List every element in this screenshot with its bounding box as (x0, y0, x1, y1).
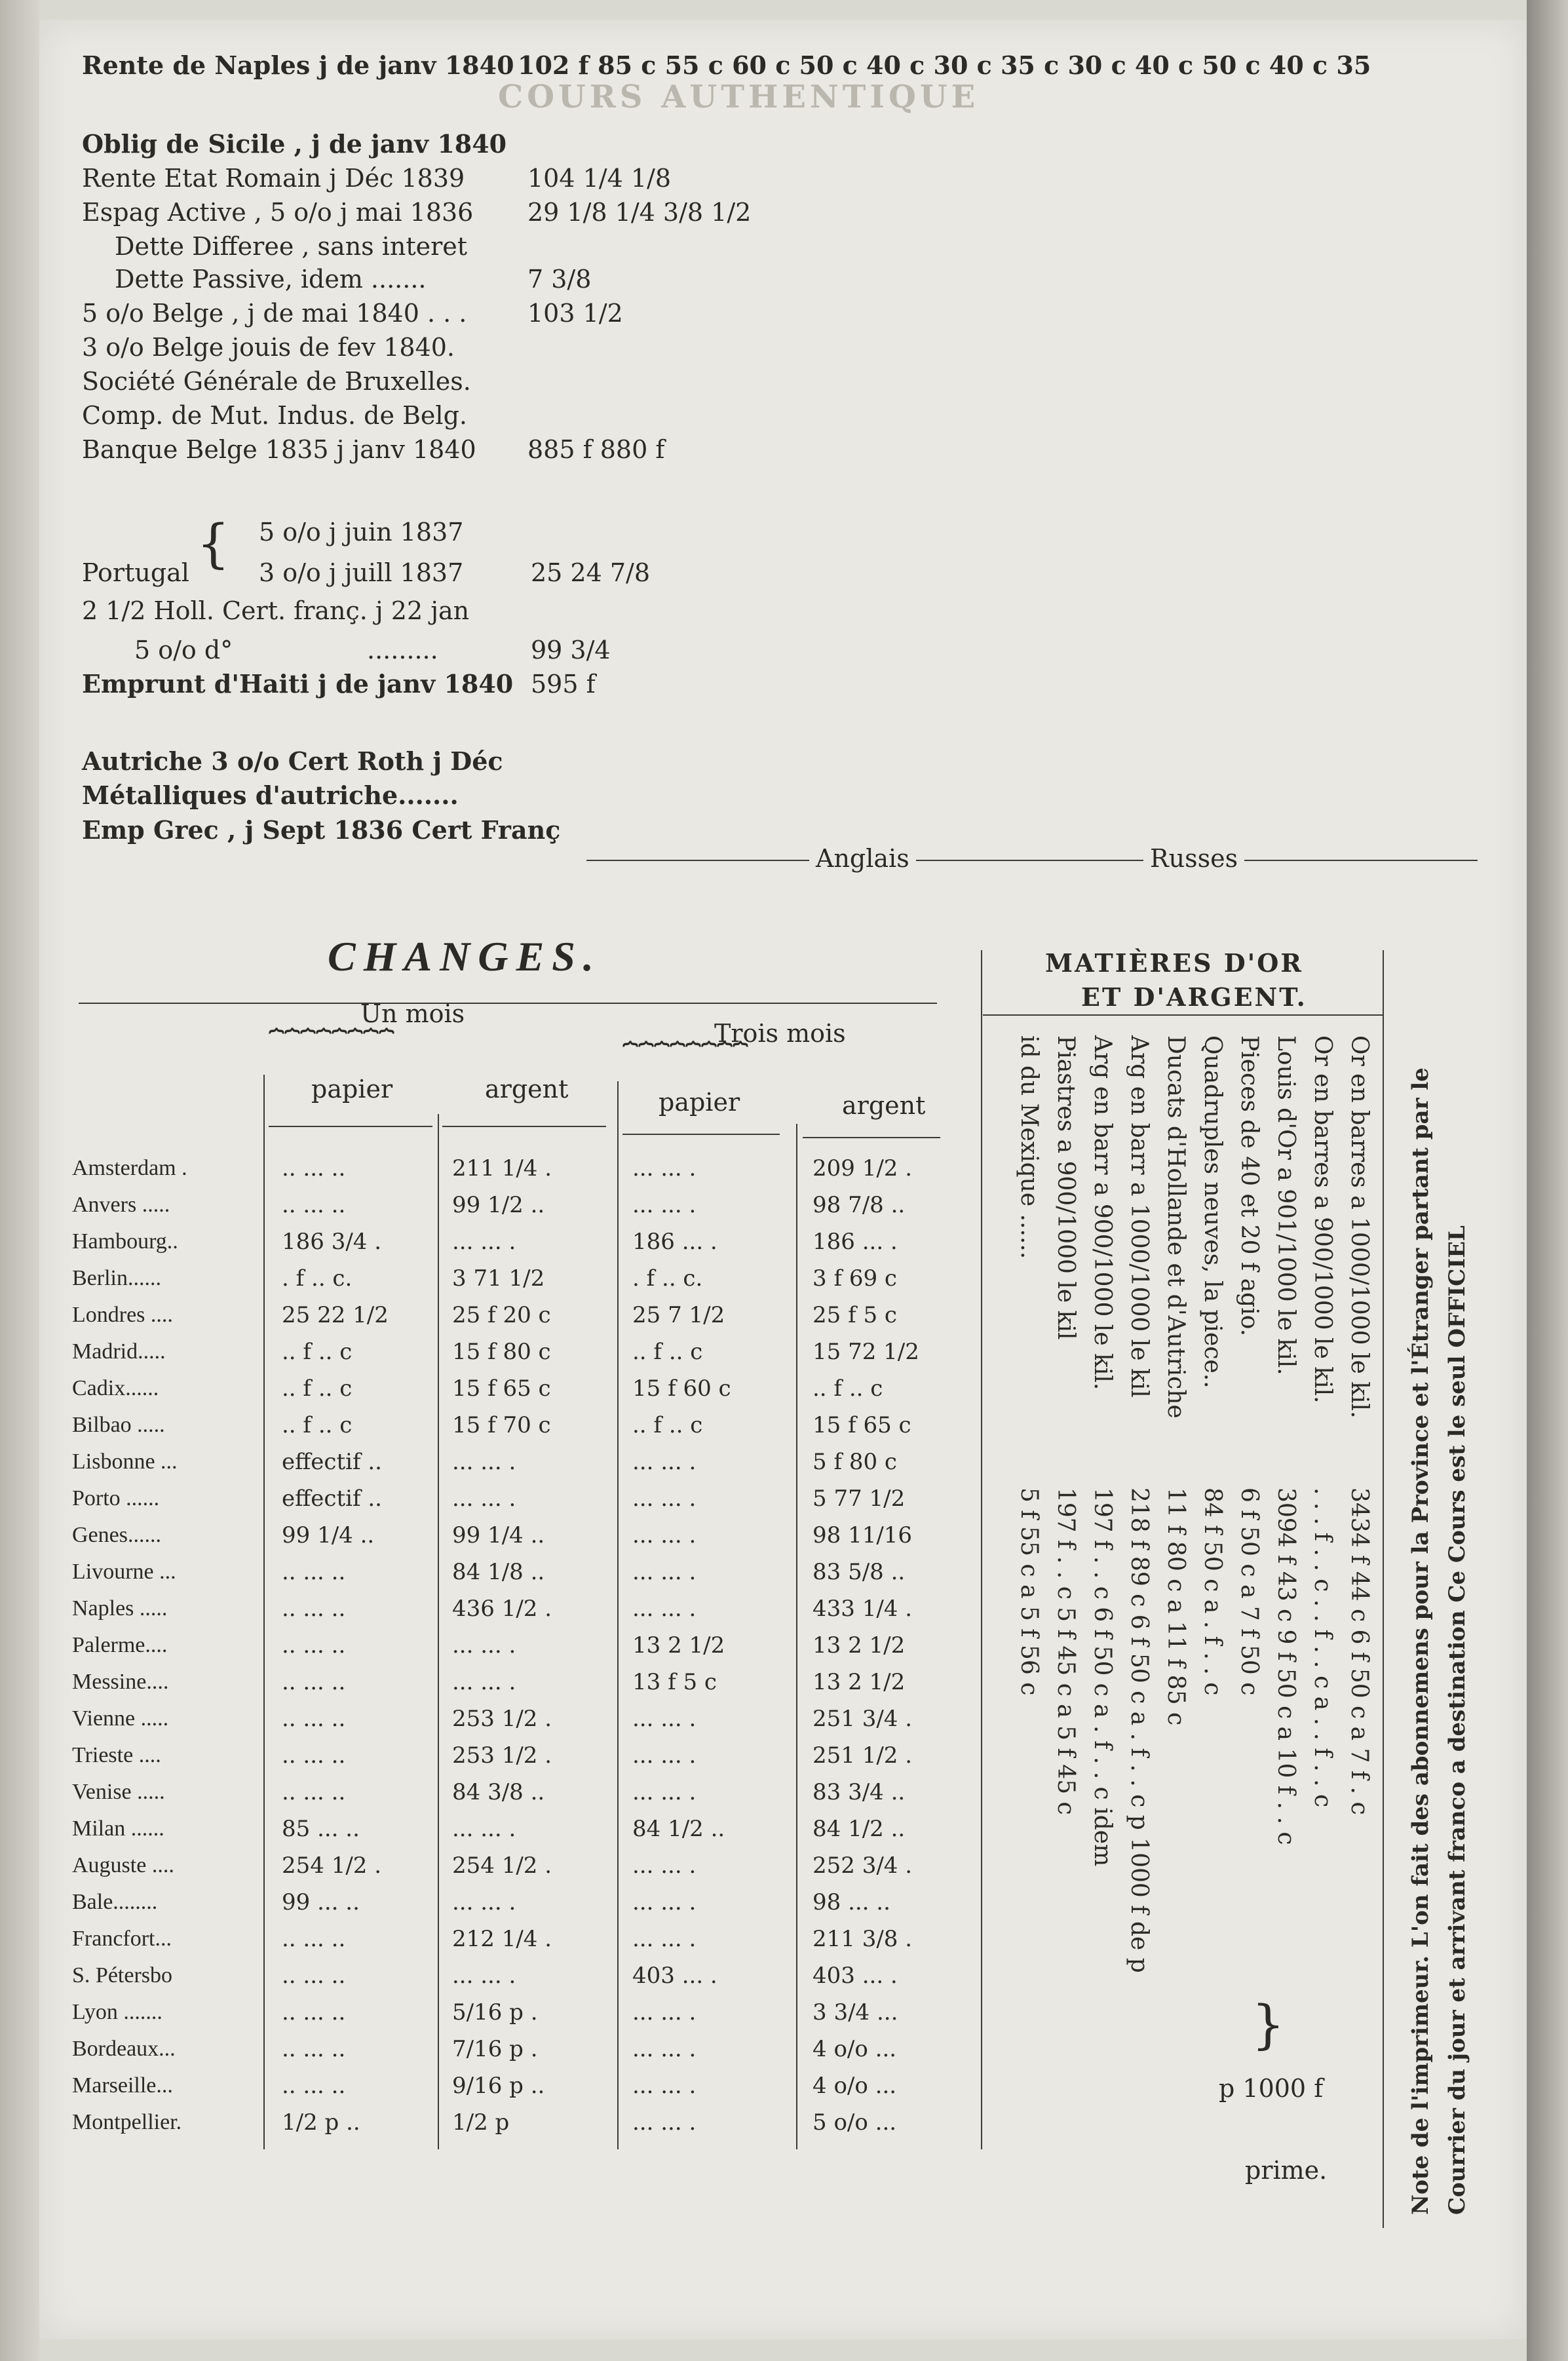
city-cell: Cadix...... (72, 1376, 159, 1400)
matieres-title-1: MATIÈRES D'OR (1045, 948, 1303, 978)
matieres-label: Pieces de 40 et 20 f agio. (1236, 1035, 1263, 1337)
argent-1-cell: 84 3/8 .. (452, 1779, 545, 1805)
papier-1-cell: effectif .. (282, 1486, 382, 1512)
fonds-line-label: Rente Etat Romain j Déc 1839 (82, 164, 465, 193)
argent-3-cell: 403 ... . (813, 1963, 898, 1989)
papier-3-cell: .. f .. c (632, 1339, 703, 1365)
argent-1-cell: 3 71 1/2 (452, 1265, 545, 1292)
argent-1-cell: 15 f 80 c (452, 1339, 551, 1365)
fonds-line-label: 3 o/o Belge jouis de fev 1840. (82, 333, 455, 362)
un-mois-header: Un mois (360, 999, 465, 1028)
matieres-value: 218 f 89 c 6 f 50 c a . f . . c p 1000 f de p (1126, 1488, 1153, 1973)
city-cell: Naples ..... (72, 1596, 168, 1621)
fonds-line-label: Oblig de Sicile , j de janv 1840 (82, 129, 507, 159)
fonds-line-label: Rente de Naples j de janv 1840 (82, 50, 514, 80)
argent-3-cell: 98 7/8 .. (813, 1192, 906, 1218)
argent-3-cell: .. f .. c (813, 1375, 883, 1402)
papier-1-cell: .. ... .. (282, 1926, 346, 1952)
papier-3-cell: ... ... . (632, 1889, 697, 1915)
changes-title: CHANGES. (328, 933, 602, 980)
city-cell: Madrid..... (72, 1339, 166, 1364)
argent-3-cell: 15 f 65 c (813, 1412, 911, 1438)
portugal-value-2: 25 24 7/8 (531, 558, 651, 587)
papier-header-1: papier (311, 1075, 393, 1104)
papier-3-cell: ... ... . (632, 1852, 697, 1879)
argent-3-cell: 3 f 69 c (813, 1265, 897, 1292)
argent-1-cell: 211 1/4 . (452, 1155, 552, 1181)
fonds-line-value: 104 1/4 1/8 (527, 164, 672, 193)
russes-label: Russes (1143, 844, 1244, 873)
brace-un-mois: ⏞⏞⏞⏞⏞⏞⏞⏞ (269, 1028, 394, 1058)
changes-top-rule (79, 1003, 937, 1004)
argent-1-cell: ... ... . (452, 1632, 516, 1659)
imprimeur-note-text: Note de l'imprimeur. L'on fait des abonnemens pour la Province et l'Étranger partant par le Courrier du jour et arrivant franco a destination Ce Cours est le seul OFFICIEL (1407, 1067, 1470, 2215)
matieres-title-rule (983, 1014, 1383, 1016)
papier-3-cell: ... ... . (632, 1192, 697, 1218)
argent-3-cell: 433 1/4 . (813, 1596, 913, 1622)
matieres-value: 5 f 55 c a 5 f 56 c (1016, 1488, 1042, 1696)
argent-1-cell: 5/16 p . (452, 1999, 538, 2025)
papier-3-cell: .. f .. c (632, 1412, 703, 1438)
matieres-label: Arg en barr a 1000/1000 le kil (1126, 1035, 1153, 1398)
fonds-line-value: 885 f 880 f (527, 435, 665, 464)
city-cell: Livourne ... (72, 1560, 176, 1584)
papier-3-cell: ... ... . (632, 1155, 697, 1181)
argent-3-cell: 251 3/4 . (813, 1706, 913, 1732)
book-spine (0, 0, 39, 2361)
argent-3-cell: 13 2 1/2 (813, 1669, 906, 1695)
argent-1-cell: 7/16 p . (452, 2036, 538, 2062)
matieres-label: Arg en barr a 900/1000 le kil. (1089, 1035, 1116, 1391)
papier-3-cell: 84 1/2 .. (632, 1816, 725, 1842)
argent-1-cell: 212 1/4 . (452, 1926, 552, 1952)
holl2-value: 99 3/4 (531, 636, 611, 664)
city-cell: Trieste .... (72, 1743, 161, 1767)
col-header-rule-3 (622, 1134, 780, 1135)
papier-1-cell: effectif .. (282, 1449, 382, 1475)
argent-1-cell: ... ... . (452, 1963, 516, 1989)
papier-1-cell: .. ... .. (282, 1779, 346, 1805)
argent-1-cell: ... ... . (452, 1669, 516, 1695)
argent-1-cell: 99 1/4 .. (452, 1522, 545, 1548)
papier-1-cell: .. f .. c (282, 1339, 353, 1365)
argent-1-cell: 1/2 p (452, 2109, 510, 2136)
papier-3-cell: ... ... . (632, 2109, 697, 2136)
prime-label: prime. (1245, 2156, 1328, 2185)
fonds-line-label: Société Générale de Bruxelles. (82, 367, 471, 396)
anglais-russes-rule (586, 860, 1478, 861)
argent-3-cell: 25 f 5 c (813, 1302, 897, 1328)
note-left-rule (1383, 950, 1384, 2228)
papier-1-cell: .. ... .. (282, 1155, 346, 1181)
col-header-rule-2 (442, 1126, 606, 1127)
argent-header-1: argent (485, 1075, 569, 1104)
city-cell: Auguste .... (72, 1853, 174, 1877)
matieres-value: 3434 f 44 c 6 f 50 c a 7 f . c (1346, 1488, 1373, 1815)
papier-1-cell: .. ... .. (282, 1596, 346, 1622)
fonds-line-label: 5 o/o Belge , j de mai 1840 . . . (82, 299, 467, 328)
papier-1-cell: .. ... .. (282, 1559, 346, 1585)
papier-1-cell: .. f .. c (282, 1412, 353, 1438)
column-rule-3 (617, 1081, 619, 2149)
papier-1-cell: .. ... .. (282, 1192, 346, 1218)
argent-1-cell: 15 f 65 c (452, 1375, 551, 1402)
argent-3-cell: 3 3/4 ... (813, 1999, 898, 2025)
matieres-label: Quadruples neuves, la piece.. (1199, 1035, 1226, 1389)
papier-3-cell: ... ... . (632, 1779, 697, 1805)
fonds-line-label: Banque Belge 1835 j janv 1840 (82, 435, 476, 464)
papier-3-cell: 186 ... . (632, 1229, 717, 1255)
papier-3-cell: ... ... . (632, 1999, 697, 2025)
fonds-line-value: 103 1/2 (527, 299, 623, 328)
city-cell: Genes...... (72, 1523, 161, 1547)
matieres-value: 6 f 50 c a 7 f 50 c (1236, 1488, 1263, 1696)
papier-3-cell: 25 7 1/2 (632, 1302, 725, 1328)
papier-3-cell: 15 f 60 c (632, 1375, 731, 1402)
papier-3-cell: 13 f 5 c (632, 1669, 717, 1695)
papier-1-cell: . f .. c. (282, 1265, 353, 1292)
matieres-value: 11 f 80 c a 11 f 85 c (1162, 1488, 1189, 1726)
argent-3-cell: 84 1/2 .. (813, 1816, 906, 1842)
argent-1-cell: 25 f 20 c (452, 1302, 551, 1328)
brace-trois-mois: ⏞⏞⏞⏞⏞⏞⏞⏞ (622, 1041, 748, 1071)
argent-3-cell: 15 72 1/2 (813, 1339, 919, 1365)
city-cell: Berlin...... (72, 1266, 161, 1290)
city-cell: Montpellier. (72, 2110, 182, 2134)
argent-1-cell: ... ... . (452, 1486, 516, 1512)
papier-1-cell: 99 ... .. (282, 1889, 360, 1915)
argent-3-cell: 98 ... .. (813, 1889, 890, 1915)
papier-1-cell: .. ... .. (282, 1632, 346, 1659)
argent-1-cell: 253 1/2 . (452, 1706, 552, 1732)
papier-3-cell: ... ... . (632, 2073, 697, 2099)
papier-3-cell: ... ... . (632, 1596, 697, 1622)
matieres-label: Or en barres a 1000/1000 le kil. (1346, 1035, 1373, 1419)
matieres-value: 197 f . . c 6 f 50 c a . f . . c idem (1089, 1488, 1116, 1867)
city-cell: Venise ..... (72, 1780, 165, 1804)
city-cell: Milan ...... (72, 1816, 164, 1841)
city-cell: Bordeaux... (72, 2037, 176, 2061)
papier-1-cell: 99 1/4 .. (282, 1522, 375, 1548)
fonds-line-value: 7 3/8 (527, 265, 592, 294)
matieres-label: Louis d'Or a 901/1000 le kil. (1272, 1035, 1299, 1375)
holl2-label: 5 o/o d° (134, 636, 233, 664)
matieres-title-2: ET D'ARGENT. (1081, 982, 1307, 1012)
argent-1-cell: 99 1/2 .. (452, 1192, 545, 1218)
city-cell: Palerme.... (72, 1633, 168, 1657)
argent-1-cell: 436 1/2 . (452, 1596, 552, 1622)
argent-1-cell: ... ... . (452, 1816, 516, 1842)
papier-3-cell: ... ... . (632, 2036, 697, 2062)
haiti-label: Emprunt d'Haiti j de janv 1840 (82, 669, 514, 699)
argent-3-cell: 4 o/o ... (813, 2036, 897, 2062)
papier-3-cell: ... ... . (632, 1926, 697, 1952)
city-cell: Anvers ..... (72, 1193, 170, 1217)
papier-1-cell: .. ... .. (282, 2036, 346, 2062)
fonds-line-label: Métalliques d'autriche....... (82, 780, 459, 810)
papier-1-cell: .. ... .. (282, 1706, 346, 1732)
city-cell: Vienne ..... (72, 1706, 169, 1731)
papier-header-3: papier (659, 1088, 740, 1117)
matieres-value: 84 f 50 c a . f . . c (1199, 1488, 1226, 1696)
argent-3-cell: 5 o/o ... (813, 2109, 897, 2136)
papier-1-cell: .. ... .. (282, 1742, 346, 1769)
fonds-line-label: Comp. de Mut. Indus. de Belg. (82, 401, 467, 430)
matieres-label: Or en barres a 900/1000 le kil. (1309, 1035, 1336, 1404)
papier-3-cell: ... ... . (632, 1706, 697, 1732)
argent-3-cell: 13 2 1/2 (813, 1632, 906, 1659)
argent-header-3: argent (842, 1091, 926, 1120)
papier-1-cell: .. ... .. (282, 1669, 346, 1695)
argent-3-cell: 83 3/4 .. (813, 1779, 906, 1805)
argent-3-cell: 83 5/8 .. (813, 1559, 906, 1585)
city-cell: Hambourg.. (72, 1229, 178, 1254)
col-header-rule-1 (269, 1126, 432, 1127)
fonds-line-label: Autriche 3 o/o Cert Roth j Déc (82, 746, 503, 776)
column-rule-1 (263, 1075, 265, 2149)
fonds-line-value: 29 1/8 1/4 3/8 1/2 (527, 198, 752, 227)
papier-1-cell: .. ... .. (282, 1963, 346, 1989)
city-cell: Bilbao ..... (72, 1413, 165, 1437)
portugal-line-1: 5 o/o j juin 1837 (259, 518, 464, 547)
papier-1-cell: 254 1/2 . (282, 1852, 382, 1879)
matieres-label: Piastres a 900/1000 le kil (1052, 1035, 1079, 1340)
matieres-value: 3094 f 43 c 9 f 50 c a 10 f . . c (1272, 1488, 1299, 1845)
city-cell: Lyon ....... (72, 2000, 163, 2024)
matieres-value: 197 f . . c 5 f 45 c a 5 f 45 c (1052, 1488, 1079, 1815)
matieres-brace: } (1252, 1994, 1285, 2055)
city-cell: Messine.... (72, 1670, 169, 1694)
argent-1-cell: 253 1/2 . (452, 1742, 552, 1769)
papier-1-cell: .. ... .. (282, 2073, 346, 2099)
portugal-line-2: 3 o/o j juill 1837 (259, 558, 464, 587)
argent-1-cell: 9/16 p .. (452, 2073, 545, 2099)
papier-3-cell: 403 ... . (632, 1963, 717, 1989)
argent-3-cell: 251 1/2 . (813, 1742, 913, 1769)
p1000-label: p 1000 f (1219, 2074, 1324, 2103)
imprimeur-note (1402, 970, 1476, 2215)
haiti-value: 595 f (531, 670, 596, 699)
city-cell: Bale........ (72, 1890, 158, 1914)
papier-3-cell: ... ... . (632, 1559, 697, 1585)
papier-1-cell: .. ... .. (282, 1999, 346, 2025)
argent-1-cell: 254 1/2 . (452, 1852, 552, 1879)
fonds-line-label: Dette Passive, idem ....... (115, 265, 427, 294)
argent-1-cell: 84 1/8 .. (452, 1559, 545, 1585)
papier-1-cell: 1/2 p .. (282, 2109, 360, 2136)
argent-3-cell: 211 3/8 . (813, 1926, 913, 1952)
portugal-label: Portugal (82, 558, 189, 587)
argent-3-cell: 252 3/4 . (813, 1852, 913, 1879)
city-cell: Amsterdam . (72, 1156, 187, 1180)
matieres-value: . . . f . . c . . f . . c a . . f . . c (1309, 1488, 1336, 1808)
fonds-line-label: Emp Grec , j Sept 1836 Cert Franç (82, 815, 561, 845)
matieres-label: id du Mexique ...... (1016, 1035, 1042, 1259)
city-cell: Marseille... (72, 2073, 173, 2098)
argent-1-cell: ... ... . (452, 1889, 516, 1915)
col-header-rule-4 (803, 1137, 940, 1138)
matieres-label: Ducats d'Hollande et d'Autriche (1162, 1035, 1189, 1419)
bleed-through-text: COURS AUTHENTIQUE (498, 79, 980, 115)
papier-3-cell: ... ... . (632, 1742, 697, 1769)
argent-3-cell: 209 1/2 . (813, 1155, 913, 1181)
argent-1-cell: ... ... . (452, 1229, 516, 1255)
papier-1-cell: 25 22 1/2 (282, 1302, 389, 1328)
argent-3-cell: 186 ... . (813, 1229, 898, 1255)
holl2-dots: ......... (367, 636, 438, 664)
papier-1-cell: .. f .. c (282, 1375, 353, 1402)
papier-3-cell: ... ... . (632, 1486, 697, 1512)
page-edge (1527, 0, 1568, 2361)
argent-3-cell: 5 77 1/2 (813, 1486, 906, 1512)
argent-1-cell: ... ... . (452, 1449, 516, 1475)
city-cell: S. Pétersbo (72, 1963, 172, 1987)
papier-3-cell: ... ... . (632, 1449, 697, 1475)
matieres-left-rule (981, 950, 982, 2149)
column-rule-2 (438, 1114, 439, 2149)
argent-1-cell: 15 f 70 c (452, 1412, 551, 1438)
papier-1-cell: 85 ... .. (282, 1816, 360, 1842)
trois-mois-header: Trois mois (714, 1019, 846, 1048)
column-rule-4 (796, 1124, 797, 2149)
city-cell: Londres .... (72, 1303, 173, 1327)
fonds-line-label: Espag Active , 5 o/o j mai 1836 (82, 198, 474, 227)
argent-3-cell: 4 o/o ... (813, 2073, 897, 2099)
city-cell: Francfort... (72, 1927, 172, 1951)
papier-3-cell: ... ... . (632, 1522, 697, 1548)
city-cell: Lisbonne ... (72, 1449, 178, 1474)
papier-3-cell: . f .. c. (632, 1265, 703, 1292)
city-cell: Porto ...... (72, 1486, 160, 1510)
argent-3-cell: 98 11/16 (813, 1522, 913, 1548)
anglais-label: Anglais (809, 844, 916, 873)
papier-3-cell: 13 2 1/2 (632, 1632, 725, 1659)
papier-1-cell: 186 3/4 . (282, 1229, 382, 1255)
fonds-line-label: Dette Differee , sans interet (115, 232, 468, 261)
holl-label: 2 1/2 Holl. Cert. franç. j 22 jan (82, 596, 470, 625)
portugal-brace: { (197, 513, 230, 574)
argent-3-cell: 5 f 80 c (813, 1449, 897, 1475)
fonds-line-value: 102 f 85 c 55 c 60 c 50 c 40 c 30 c 35 c 30 c 40 c 50 c 40 c 35 (518, 50, 1371, 80)
